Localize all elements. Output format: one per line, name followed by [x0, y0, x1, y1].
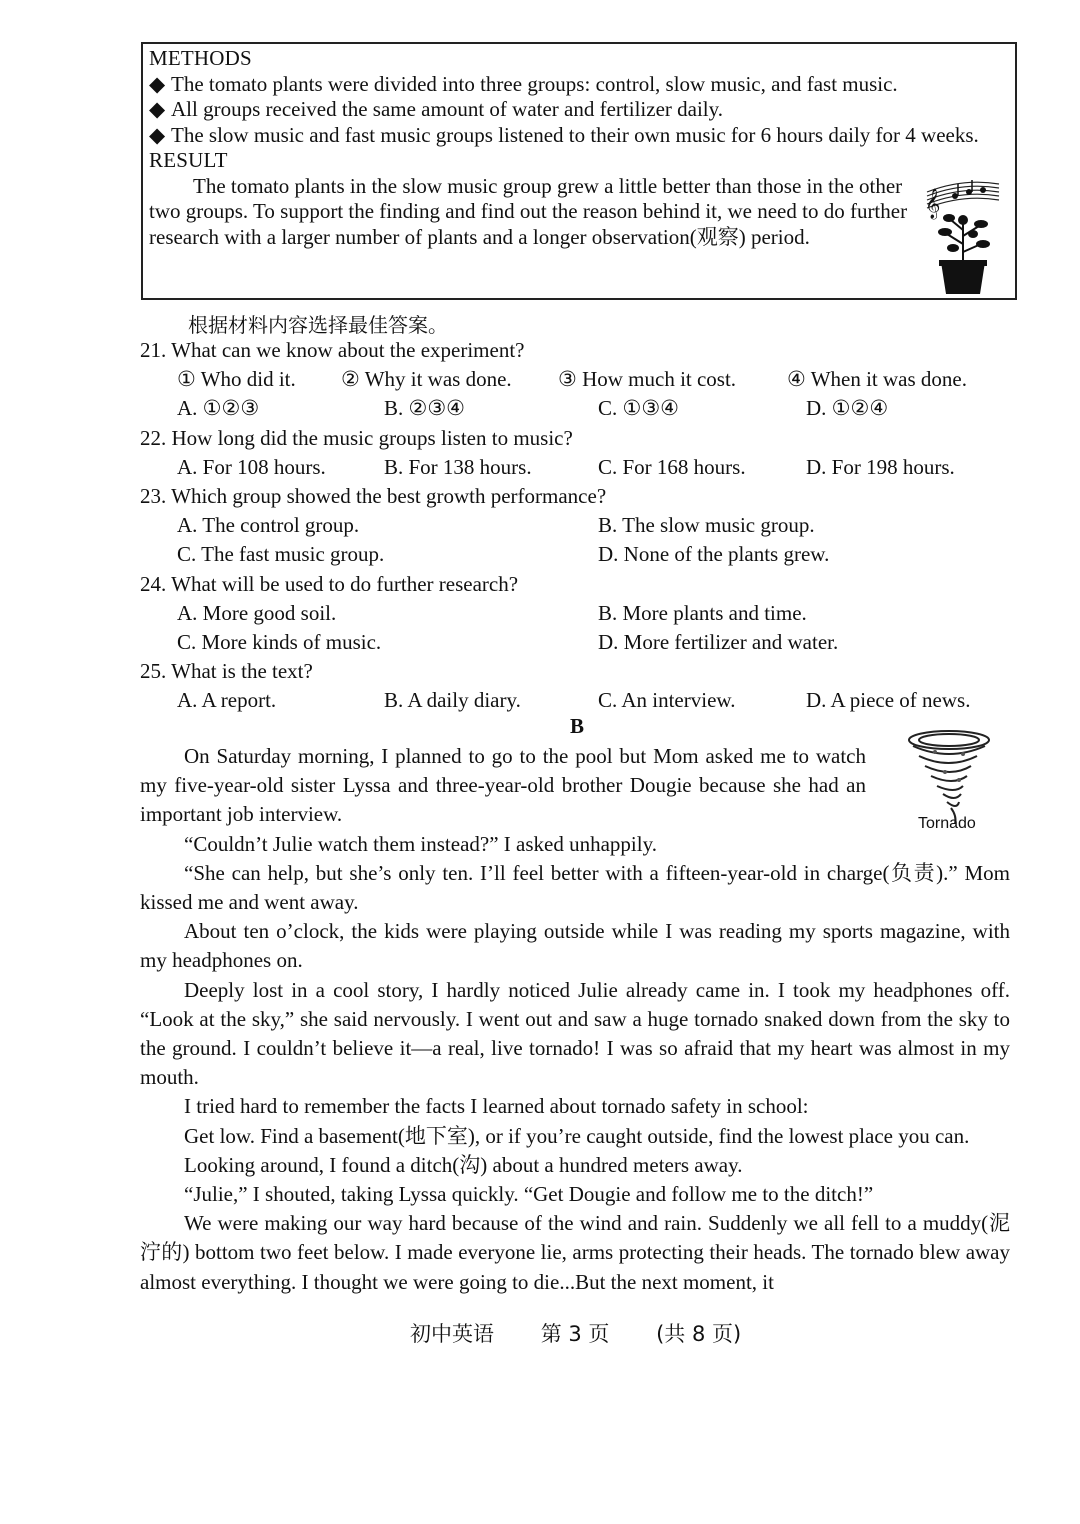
- tornado-caption: Tornado: [918, 815, 976, 832]
- footer-subject: 初中英语: [410, 1322, 494, 1346]
- answer-option: B. For 138 hours.: [384, 455, 532, 479]
- question-stem: 24. What will be used to do further research?: [140, 572, 519, 596]
- answer-option: A. For 108 hours.: [177, 455, 326, 479]
- answer-option: C. For 168 hours.: [598, 455, 746, 479]
- section-label: B: [570, 714, 585, 738]
- answer-option: B. More plants and time.: [598, 601, 807, 625]
- diamond-bullet-icon: ◆: [149, 97, 166, 121]
- potted-plant-with-music-icon: [923, 174, 1003, 296]
- story-paragraph: “She can help, but she’s only ten. I’ll feel better with a fifteen-year-old in charge(负责).” Mom kissed me and went away.: [140, 860, 1010, 915]
- story-paragraph: Looking around, I found a ditch(沟) about a hundred meters away.: [184, 1152, 743, 1177]
- answer-option: C. An interview.: [598, 688, 736, 712]
- methods-bullet-text: The tomato plants were divided into three groups: control, slow music, and fast music.: [171, 71, 898, 96]
- result-heading: RESULT: [149, 148, 228, 172]
- methods-bullet-text: All groups received the same amount of water and fertilizer daily.: [171, 97, 724, 121]
- question-stem: 21. What can we know about the experiment?: [140, 338, 525, 362]
- question-stem: 23. Which group showed the best growth performance?: [140, 484, 607, 508]
- instruction-text: 根据材料内容选择最佳答案。: [188, 313, 448, 337]
- sub-option: ③ How much it cost.: [558, 367, 737, 391]
- story-paragraph: I tried hard to remember the facts I learned about tornado safety in school:: [184, 1094, 809, 1119]
- story-paragraph: About ten o’clock, the kids were playing outside while I was reading my sports magazine, with my headphones on.: [140, 919, 1010, 973]
- sub-option: ④ When it was done.: [787, 367, 967, 391]
- story-paragraph: “Couldn’t Julie watch them instead?” I asked unhappily.: [184, 831, 657, 856]
- story-paragraph: Get low. Find a basement(地下室), or if you’re caught outside, find the lowest place you can.: [184, 1123, 970, 1148]
- answer-option: D. For 198 hours.: [806, 455, 955, 479]
- methods-heading: METHODS: [149, 46, 252, 70]
- answer-option: A. ①②③: [177, 396, 260, 420]
- story-paragraph: “Julie,” I shouted, taking Lyssa quickly. “Get Dougie and follow me to the ditch!”: [184, 1182, 874, 1207]
- answer-option: B. The slow music group.: [598, 513, 815, 537]
- story-text: [140, 742, 1010, 1297]
- question-stem: 25. What is the text?: [140, 659, 313, 683]
- footer-page-number: 第 3 页: [540, 1322, 610, 1346]
- answer-option: A. A report.: [177, 688, 277, 712]
- svg-text:𝄞: 𝄞: [925, 189, 941, 219]
- story-paragraph: Deeply lost in a cool story, I hardly noticed Julie already came in. I took my headphones off. “Look at the sky,” she said nervously. I went out and saw a huge tornado snaked down from the sky to the ground. I couldn’t believe it—a real, live tornado! I was so afraid that my heart was almost in my mouth.: [140, 977, 1010, 1090]
- answer-option: C. The fast music group.: [177, 542, 385, 566]
- answer-option: B. ②③④: [384, 396, 465, 420]
- methods-bullet: [149, 123, 1009, 149]
- answer-option: B. A daily diary.: [384, 688, 521, 712]
- question-stem: 22. How long did the music groups listen to music?: [140, 426, 573, 450]
- methods-bullet: [149, 97, 1009, 123]
- answer-option: D. More fertilizer and water.: [598, 630, 839, 654]
- answer-option: A. The control group.: [177, 513, 360, 537]
- answer-option: D. ①②④: [806, 396, 889, 420]
- methods-result-box: [141, 42, 1017, 300]
- story-paragraph: We were making our way hard because of the wind and rain. Suddenly we all fell to a muddy(泥泞的) bottom two feet below. I made everyone lie, arms protecting their heads. The tornado blew away almost everything. I thought we were going to die...But the next moment, it: [140, 1211, 1010, 1294]
- answer-option: D. None of the plants grew.: [598, 542, 830, 566]
- answer-option: C. ①③④: [598, 396, 679, 420]
- diamond-bullet-icon: ◆: [149, 71, 166, 96]
- story-paragraph: On Saturday morning, I planned to go to the pool but Mom asked me to watch my five-year-old sister Lyssa and three-year-old brother Dougie because she had an important job interview.: [140, 744, 866, 827]
- answer-option: D. A piece of news.: [806, 688, 971, 712]
- methods-bullet: [149, 72, 1009, 98]
- page-footer: [410, 1318, 781, 1348]
- result-text: The tomato plants in the slow music group grew a little better than those in the other two groups. To support the finding and find out the reason behind it, we need to do further research with a larger number of plants and a longer observation(观察) period.: [149, 173, 908, 249]
- answer-option: A. More good soil.: [177, 601, 337, 625]
- answer-option: C. More kinds of music.: [177, 630, 382, 654]
- sub-option: ② Why it was done.: [341, 367, 512, 391]
- diamond-bullet-icon: ◆: [149, 122, 166, 147]
- methods-bullet-text: The slow music and fast music groups listened to their own music for 6 hours daily for 4 weeks.: [171, 122, 979, 147]
- footer-total-pages: (共 8 页): [656, 1322, 742, 1346]
- sub-option: ① Who did it.: [177, 367, 296, 391]
